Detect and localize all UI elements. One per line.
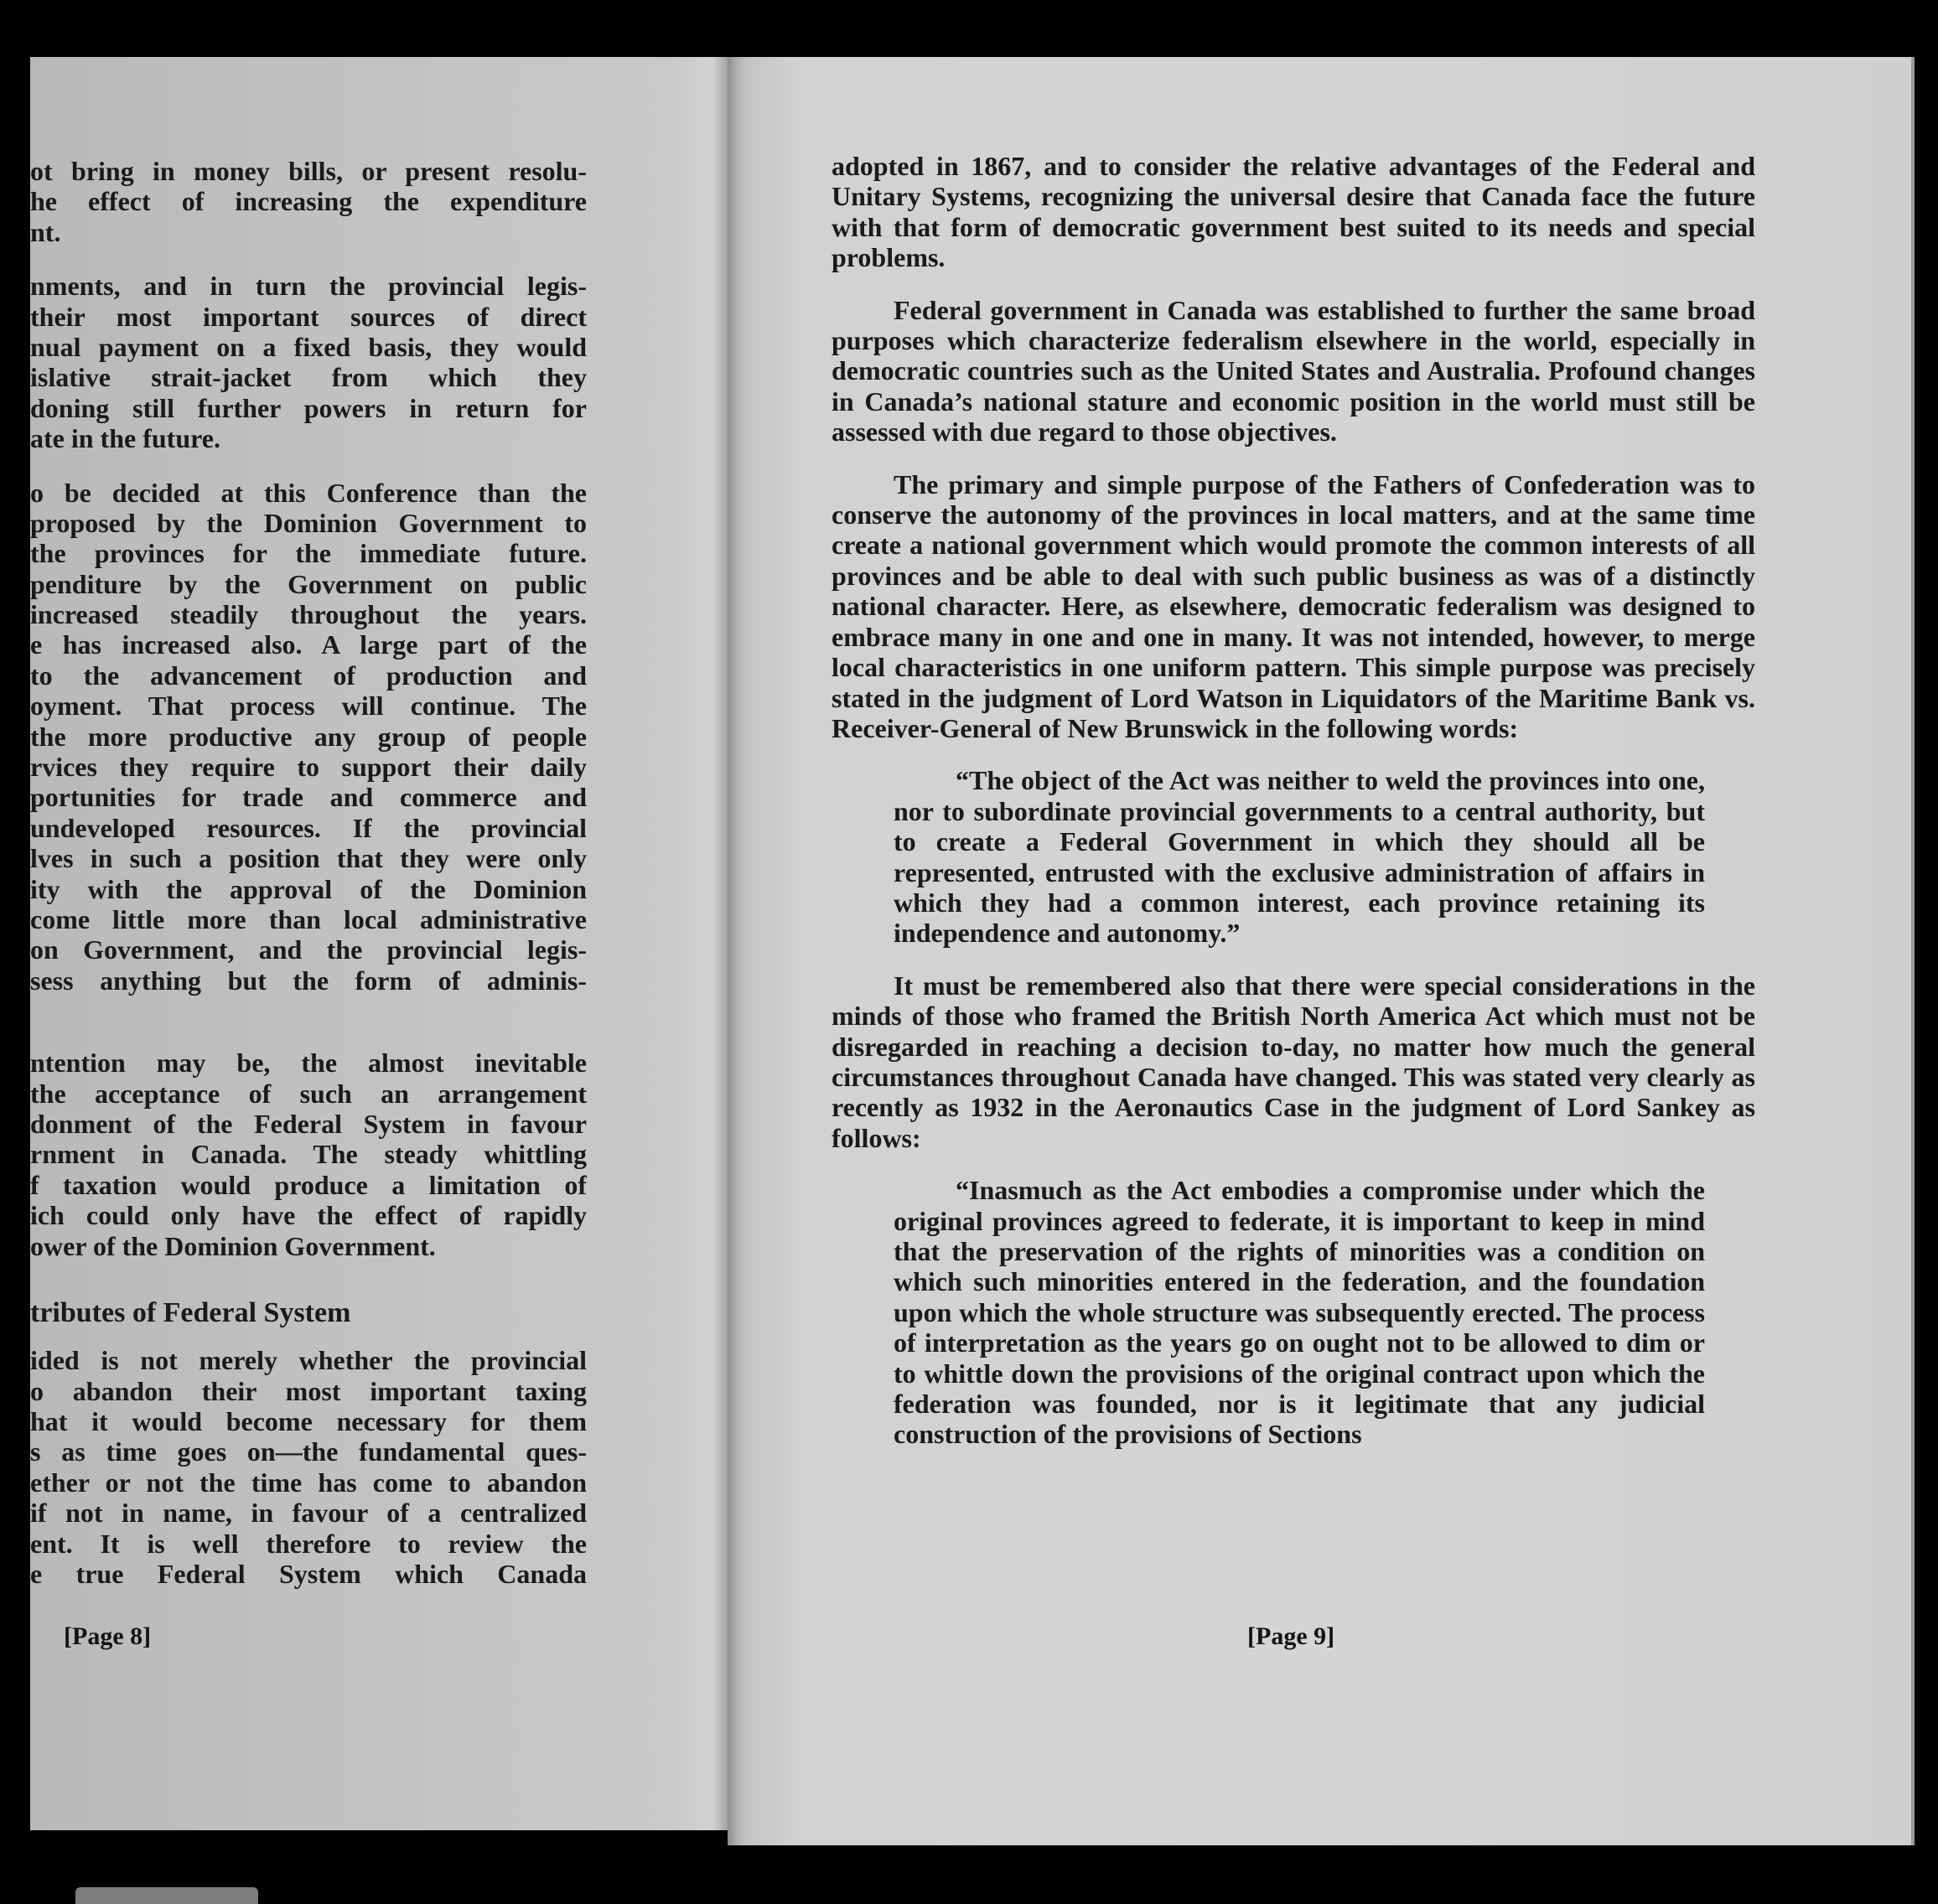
- text-line: on Government, and the provincial legis-: [30, 934, 587, 965]
- left-page: [30, 57, 728, 1830]
- page-number-left: [Page 8]: [64, 1622, 152, 1650]
- text-line: o abandon their most important taxing: [30, 1375, 587, 1406]
- text-line: to the advancement of production and: [30, 660, 587, 691]
- text-line: nt.: [30, 216, 61, 247]
- right-page: [728, 57, 1915, 1845]
- scanner-tab: [75, 1887, 258, 1904]
- paragraph: It must be remembered also that there were special considerations in the minds of those who framed the British North America Act which must not be disregarded in reaching a decision to-day, no matter how much the general circumstances throughout Canada have changed. This was stated very clearly as recently as 1932 in the Aeronautics Case in the judgment of Lord Sankey as follows:: [832, 970, 1755, 1153]
- text-line: ower of the Dominion Government.: [30, 1230, 436, 1261]
- text-line: oyment. That process will continue. The: [30, 691, 587, 722]
- text-line: ity with the approval of the Dominion: [30, 873, 587, 904]
- gutter-shadow: [712, 57, 746, 1845]
- text-line: e has increased also. A large part of the: [30, 629, 587, 660]
- text-line: nments, and in turn the provincial legis-: [30, 271, 587, 302]
- block-quote: “Inasmuch as the Act embodies a compromise under which the original provinces agreed to federate, it is important to keep in mind that the preservation of the rights of minorities was a condition on which such minorities entered in the federation, and the foundation upon which the whole structure was subsequently erected. The process of interpretation as the years go on ought not to be allowed to dim or to whittle down the provisions of the original contract upon which the federation was founded, nor is it legitimate that any judicial construction of the provisions of Sections: [894, 1175, 1705, 1450]
- text-line: penditure by the Government on public: [30, 568, 587, 599]
- text-line: portunities for trade and commerce and: [30, 782, 587, 813]
- text-line: ent. It is well therefore to review the: [30, 1528, 587, 1559]
- text-line: islative strait-jacket from which they: [30, 362, 587, 393]
- text-line: the provinces for the immediate future.: [30, 538, 587, 569]
- section-heading: tributes of Federal System: [30, 1296, 351, 1328]
- text-line: ether or not the time has come to abandon: [30, 1467, 587, 1498]
- text-line: doning still further powers in return for: [30, 392, 587, 423]
- text-line: lves in such a position that they were only: [30, 843, 587, 874]
- text-line: hat it would become necessary for them: [30, 1406, 587, 1437]
- paragraph: adopted in 1867, and to consider the relative advantages of the Federal and Unitary Systems, recognizing the universal desire that Canada face the future with that form of democratic government best suited to its needs and special problems.: [832, 151, 1755, 273]
- text-line: ate in the future.: [30, 423, 220, 454]
- text-line: e true Federal System which Canada: [30, 1559, 587, 1590]
- right-page-text: [832, 151, 1755, 1472]
- text-line: rnment in Canada. The steady whittling: [30, 1139, 587, 1170]
- text-line: f taxation would produce a limitation of: [30, 1169, 587, 1200]
- text-line: he effect of increasing the expenditure: [30, 186, 587, 217]
- text-line: ntention may be, the almost inevitable: [30, 1048, 587, 1079]
- text-line: ich could only have the effect of rapidly: [30, 1200, 587, 1231]
- text-line: the more productive any group of people: [30, 721, 587, 752]
- text-line: donment of the Federal System in favour: [30, 1108, 587, 1139]
- paragraph: Federal government in Canada was established to further the same broad purposes which characterize federalism elsewhere in the world, especially in democratic countries such as the United States and Australia. Profound changes in Canada’s national stature and economic position in the world must still be assessed with due regard to those objectives.: [832, 294, 1755, 448]
- text-line: undeveloped resources. If the provincial: [30, 812, 587, 843]
- page-number-right: [Page 9]: [1247, 1622, 1335, 1650]
- paragraph: The primary and simple purpose of the Fathers of Confederation was to conserve the autonomy of the provinces in local matters, and at the same time create a national government which would promote the common interests of all provinces and be able to deal with such public business as was of a distinctly national character. Here, as elsewhere, democratic federalism was designed to embrace many in one and one in many. It was not intended, however, to merge local characteristics in one uniform pattern. This simple purpose was precisely stated in the judgment of Lord Watson in Liquidators of the Maritime Bank vs. Receiver-General of New Brunswick in the following words:: [832, 468, 1755, 743]
- text-line: increased steadily throughout the years.: [30, 599, 587, 630]
- block-quote: “The object of the Act was neither to weld the provinces into one, nor to subordinate provincial governments to a central authority, but to create a Federal Government in which they should all be represented, entrusted with the exclusive administration of affairs in which they had a common interest, each province retaining its independence and autonomy.”: [894, 765, 1705, 949]
- text-line: sess anything but the form of adminis-: [30, 965, 587, 996]
- text-line: o be decided at this Conference than the: [30, 477, 587, 508]
- text-line: nual payment on a fixed basis, they would: [30, 331, 587, 362]
- text-line: ot bring in money bills, or present resolu-: [30, 156, 587, 186]
- text-line: ided is not merely whether the provincial: [30, 1345, 587, 1376]
- text-line: their most important sources of direct: [30, 301, 587, 332]
- text-line: proposed by the Dominion Government to: [30, 507, 587, 538]
- text-line: s as time goes on—the fundamental ques-: [30, 1436, 587, 1467]
- left-page-text: [30, 156, 587, 1589]
- text-line: if not in name, in favour of a centralized: [30, 1498, 587, 1529]
- text-line: rvices they require to support their daily: [30, 752, 587, 783]
- text-line: the acceptance of such an arrangement: [30, 1078, 587, 1109]
- text-line: come little more than local administrative: [30, 903, 587, 934]
